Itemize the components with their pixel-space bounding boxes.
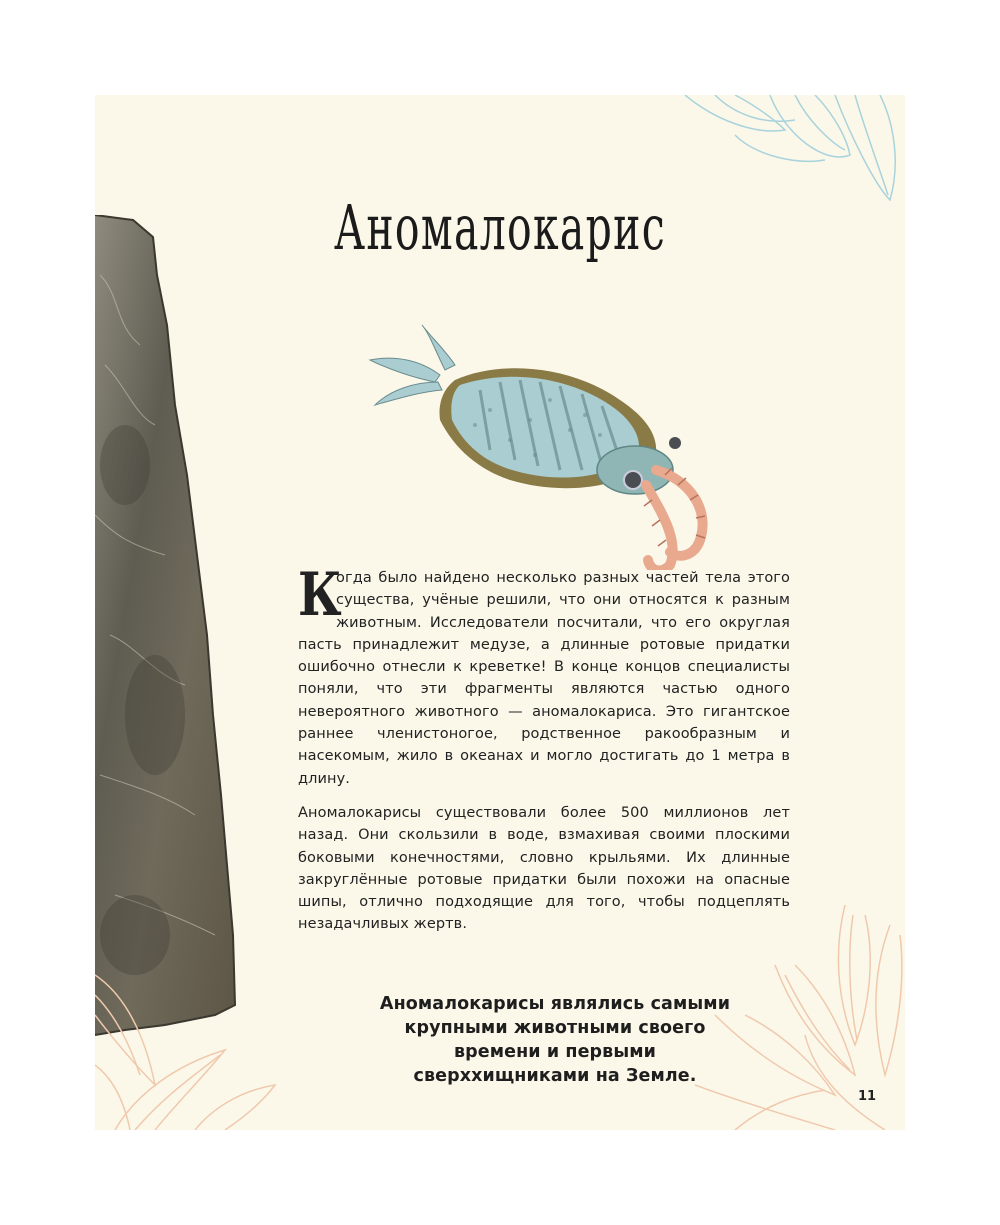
page-title: Аномалокарис — [334, 191, 666, 264]
paragraph-1 — [298, 560, 790, 790]
anomalocaris-illustration — [360, 320, 730, 570]
paragraph-1-text: огда было найдено несколько разных частей тела этого существа, учёные решили, что они относятся к разным животным. Исследователи посчитали, что его округлая пасть принадлежит медузе, а длинные ротовые придатки ошибочно отнесли к креветке! В конце концов специалисты поняли, что эти фрагменты являются частью одного невероятного животного — аномалокариса. Это гигантское раннее членистоногое, родственное ракообразным и насекомым, жило в океанах и могло достигать до 1 метра в длину. — [298, 570, 790, 787]
leaf-decoration-bottom-left — [95, 955, 285, 1130]
leaf-decoration-top — [675, 95, 905, 215]
paragraph-2: Аномалокарисы существовали более 500 миллионов лет назад. Они скользили в воде, взмахивая своими плоскими боковыми конечностями, словно крыльями. Их длинные закруглённые ротовые придатки были похожи на опасные шипы, отлично подходящие для того, чтобы подцеплять незадачливых жертв. — [298, 804, 790, 933]
page-number: 11 — [858, 1089, 877, 1104]
article-text — [298, 560, 790, 948]
callout-line: времени и первыми — [453, 1042, 657, 1062]
callout-line: сверххищниками на Земле. — [413, 1066, 697, 1086]
fossil-rock-image — [95, 215, 240, 1045]
book-page — [95, 95, 905, 1130]
drop-cap: К — [298, 560, 342, 630]
callout-line: крупными животными своего — [404, 1018, 706, 1038]
callout-line: Аномалокарисы являлись самыми — [379, 994, 731, 1014]
